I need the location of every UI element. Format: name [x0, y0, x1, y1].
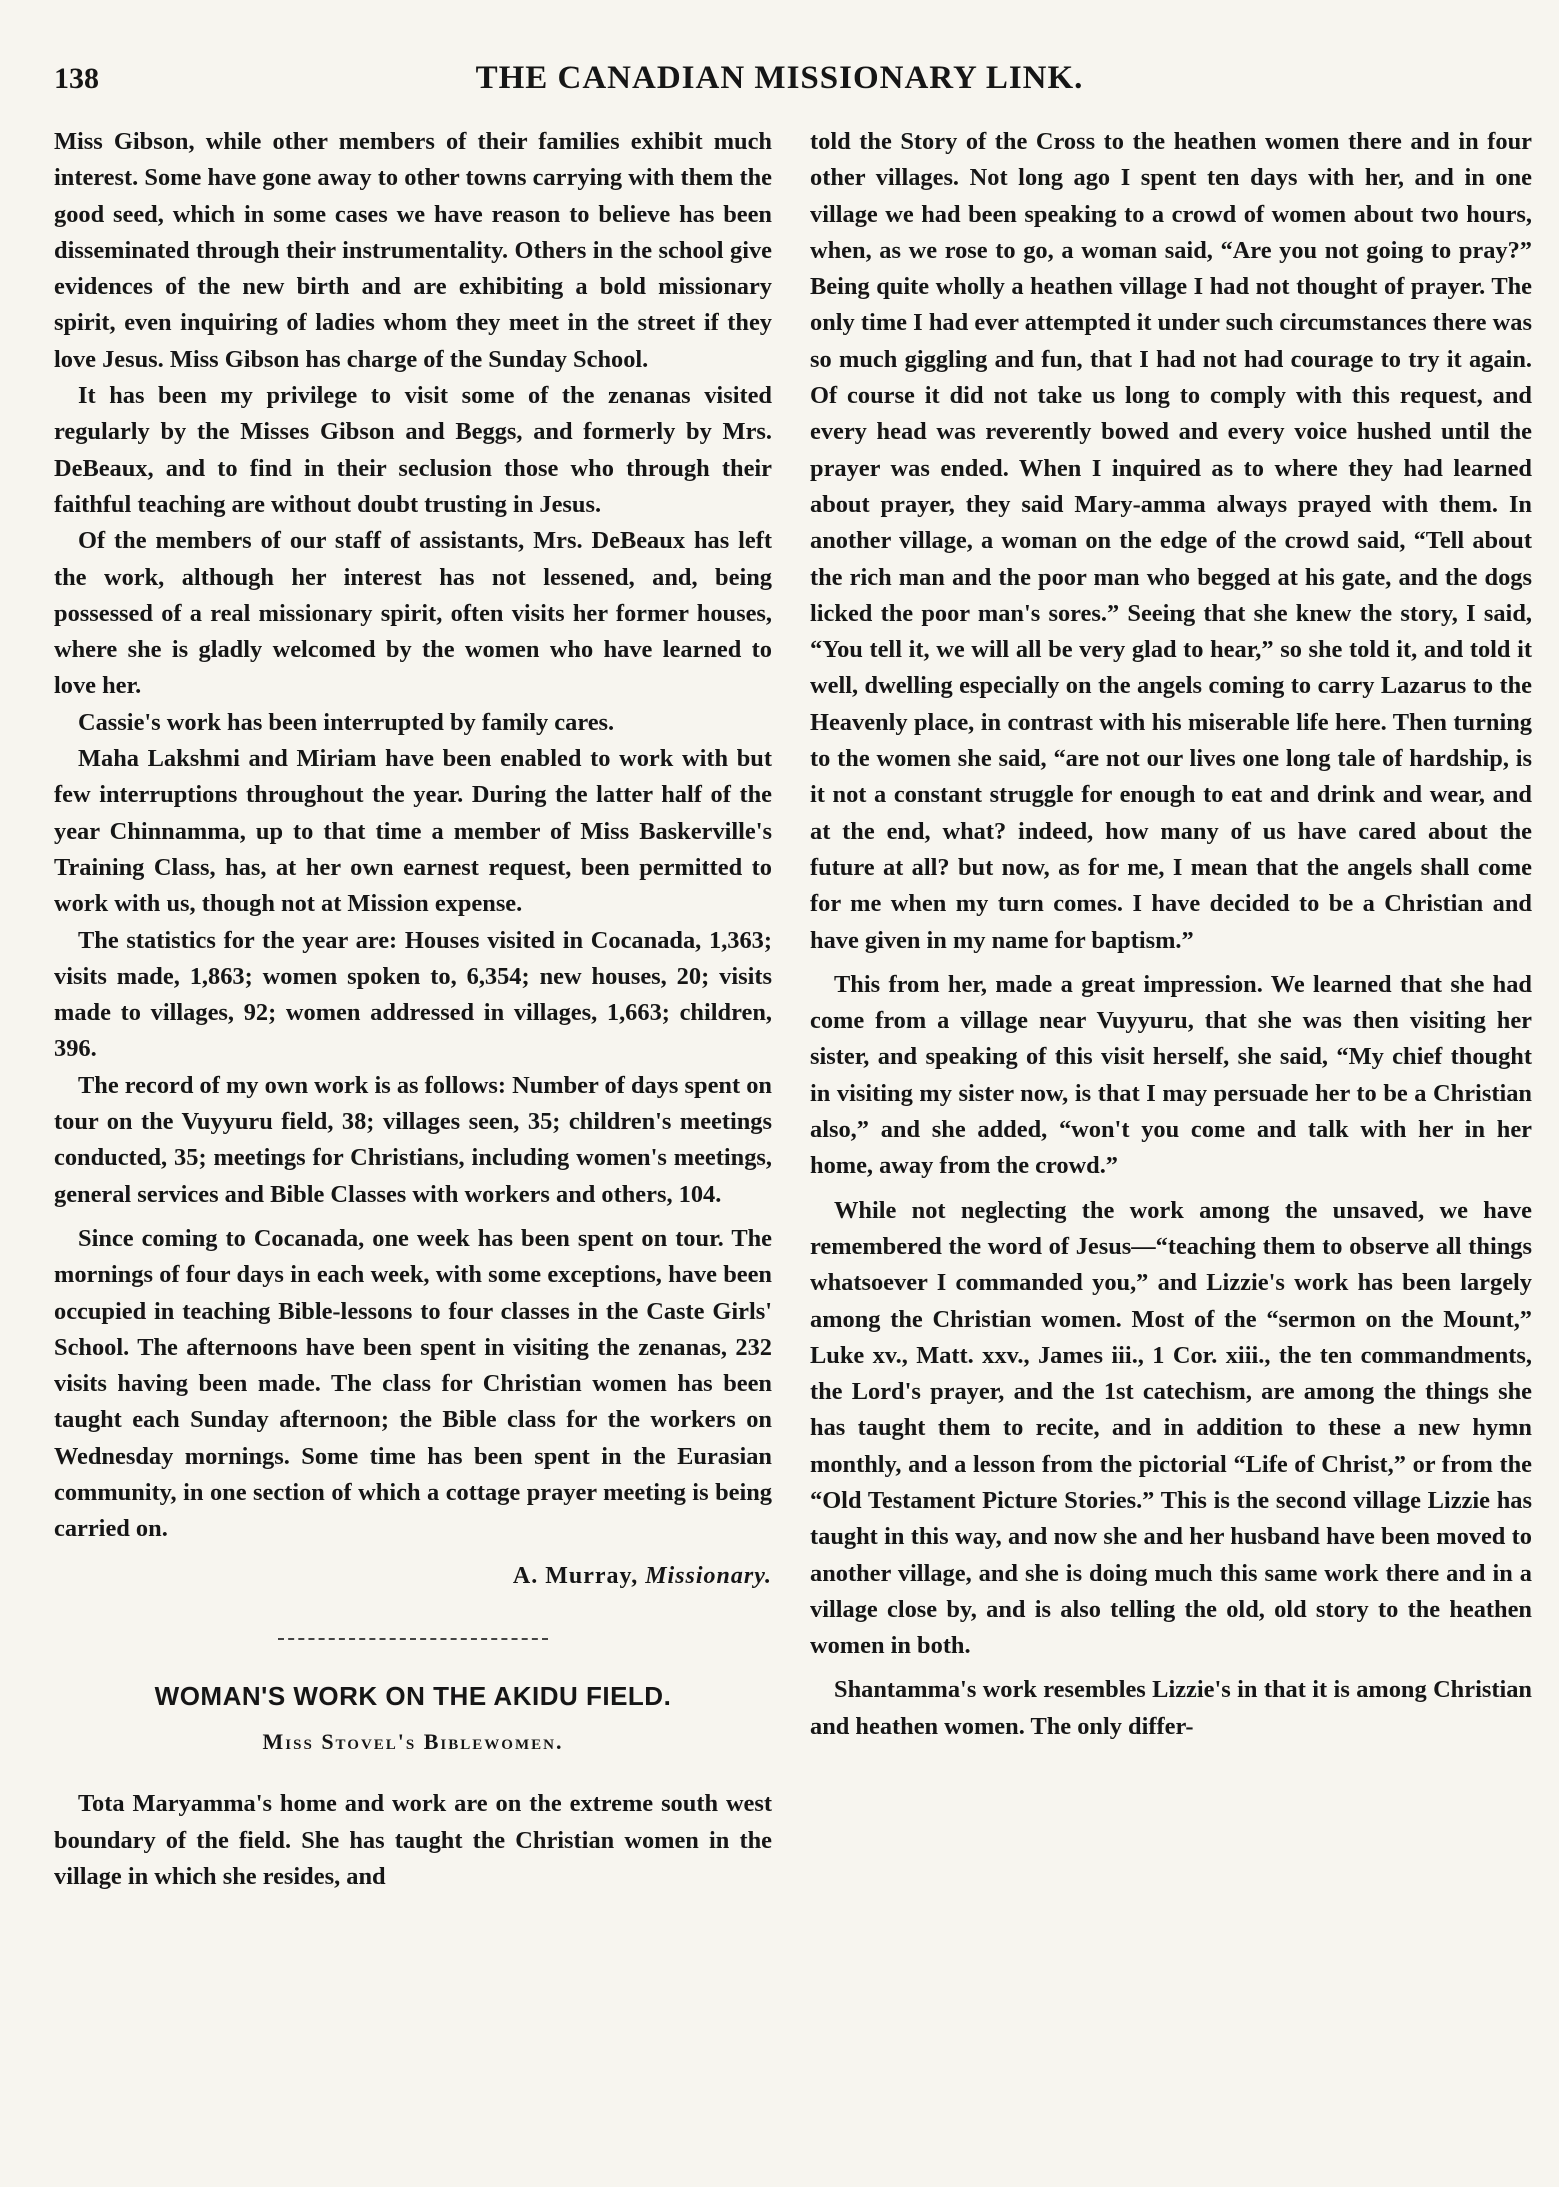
paragraph: Maha Lakshmi and Miriam have been enabled to work with but few interruptions throughout the year. During the latter half of the year Chinnamma, up to that time a member of Miss Baskerville's Training Class, has, at her own earnest request, been permitted to work with us, though not at Mission expense.: [54, 745, 772, 918]
paragraph: Tota Maryamma's home and work are on the extreme south west boundary of the field. She has taught the Christian women in the village in which she resides, and: [54, 1790, 772, 1891]
paragraph: It has been my privilege to visit some of the zenanas visited regularly by the Misses Gibson and Beggs, and formerly by Mrs. DeBeaux, and to find in their seclusion those who through their faithful teaching are without doubt trusting in Jesus.: [54, 382, 772, 518]
paragraph: The statistics for the year are: Houses visited in Cocanada, 1,363; visits made, 1,863; women spoken to, 6,354; new houses, 20; visits made to villages, 92; women addressed in villages, 1,663; children, 396.: [54, 926, 772, 1063]
signature-role: Missionary.: [645, 1562, 772, 1589]
paragraph: Since coming to Cocanada, one week has been spent on tour. The mornings of four days in each week, with some exceptions, have been occupied in teaching Bible-lessons to four classes in the Caste Girls' School. The afternoons have been spent in visiting the zenanas, 232 visits having been made. The class for Christian women has been taught each Sunday afternoon; the Bible class for the workers on Wednesday mornings. Some time has been spent in the Eurasian community, in one section of which a cottage prayer meeting is being carried on.: [54, 1224, 772, 1543]
paragraph: Cassie's work has been interrupted by family cares.: [78, 708, 615, 736]
running-title: THE CANADIAN MISSIONARY LINK.: [475, 60, 1084, 96]
paragraph: The record of my own work is as follows: Number of days spent on tour on the Vuyyuru field, 38; villages seen, 35; children's meetings conducted, 35; meetings for Christians, including women's meetings, general services and Bible Classes with workers and others, 104.: [54, 1071, 772, 1208]
section-divider: [278, 1638, 548, 1640]
paragraph: Shantamma's work resembles Lizzie's in that it is among Christian and heathen women. The only differ-: [810, 1676, 1532, 1740]
section-title: WOMAN'S WORK ON THE AKIDU FIELD.: [154, 1680, 672, 1711]
paragraph: While not neglecting the work among the unsaved, we have remembered the word of Jesus—“teaching them to observe all things whatsoever I commanded you,” and Lizzie's work has been largely among the Christian women. Most of the “sermon on the Mount,” Luke xv., Matt. xxv., James iii., 1 Cor. xiii., the ten commandments, the Lord's prayer, and the 1st catechism, are among the things she has taught them to recite, and in addition to these a new hymn monthly, and a lesson from the pictorial “Life of Christ,” or from the “Old Testament Picture Stories.” This is the second village Lizzie has taught in this way, and now she and her husband have been moved to another village, and she is doing much this same work there and in a village close by, and is also telling the old, old story to the heathen women in both.: [810, 1196, 1532, 1660]
paragraph: Miss Gibson, while other members of their families exhibit much interest. Some have gone away to other towns carrying with them the good seed, which in some cases we have reason to believe has been disseminated through their instrumentality. Others in the school give evidences of the new birth and are exhibiting a bold missionary spirit, even inquiring of ladies whom they meet in the street if they love Jesus. Miss Gibson has charge of the Sunday School.: [54, 128, 772, 373]
paragraph: told the Story of the Cross to the heathen women there and in four other villages. Not long ago I spent ten days with her, and in one village we had been speaking to a crowd of women about two hours, when, as we rose to go, a woman said, “Are you not going to pray?” Being quite wholly a heathen village I had not thought of prayer. The only time I had ever attempted it under such circumstances there was so much giggling and fun, that I had not had courage to try it again. Of course it did not take us long to comply with this request, and every head was reverently bowed and every voice hushed until the prayer was ended. When I inquired as to where they had learned about prayer, they said Mary-amma always prayed with them. In another village, a woman on the edge of the crowd said, “Tell about the rich man and the poor man who begged at his gate, and the dogs licked the poor man's sores.” Seeing that she knew the story, I said, “You tell it, we will all be very glad to hear,” so she told it, and told it well, dwelling especially on the angels coming to carry Lazarus to the Heavenly place, in contrast with his miserable life here. Then turning to the women she said, “are not our lives one long tale of hardship, is it not a constant struggle for enough to eat and drink and wear, and at the end, what? indeed, how many of us have cared about the future at all? but now, as for me, I mean that the angels shall come for me when my turn comes. I have decided to be a Christian and have given in my name for baptism.”: [810, 128, 1532, 954]
paragraph: This from her, made a great impression. We learned that she had come from a village near Vuyyuru, that she was then visiting her sister, and speaking of this visit herself, she said, “My chief thought in visiting my sister now, is that I may persuade her to be a Christian also,” and she added, “won't you come and talk with her in her home, away from the crowd.”: [810, 970, 1532, 1180]
section-subtitle: Miss Stovel's Biblewomen.: [262, 1729, 564, 1755]
page-number: 138: [54, 62, 99, 95]
signature-name: A. Murray,: [512, 1562, 639, 1589]
right-column: [810, 124, 1532, 1745]
signature: [54, 1558, 772, 1594]
paragraph: Of the members of our staff of assistants, Mrs. DeBeaux has left the work, although her interest has not lessened, and, being possessed of a real missionary spirit, often visits her former houses, where she is gladly welcomed by the women who have learned to love her.: [54, 527, 772, 700]
left-column: [54, 124, 772, 1895]
page-header: [0, 58, 1559, 118]
